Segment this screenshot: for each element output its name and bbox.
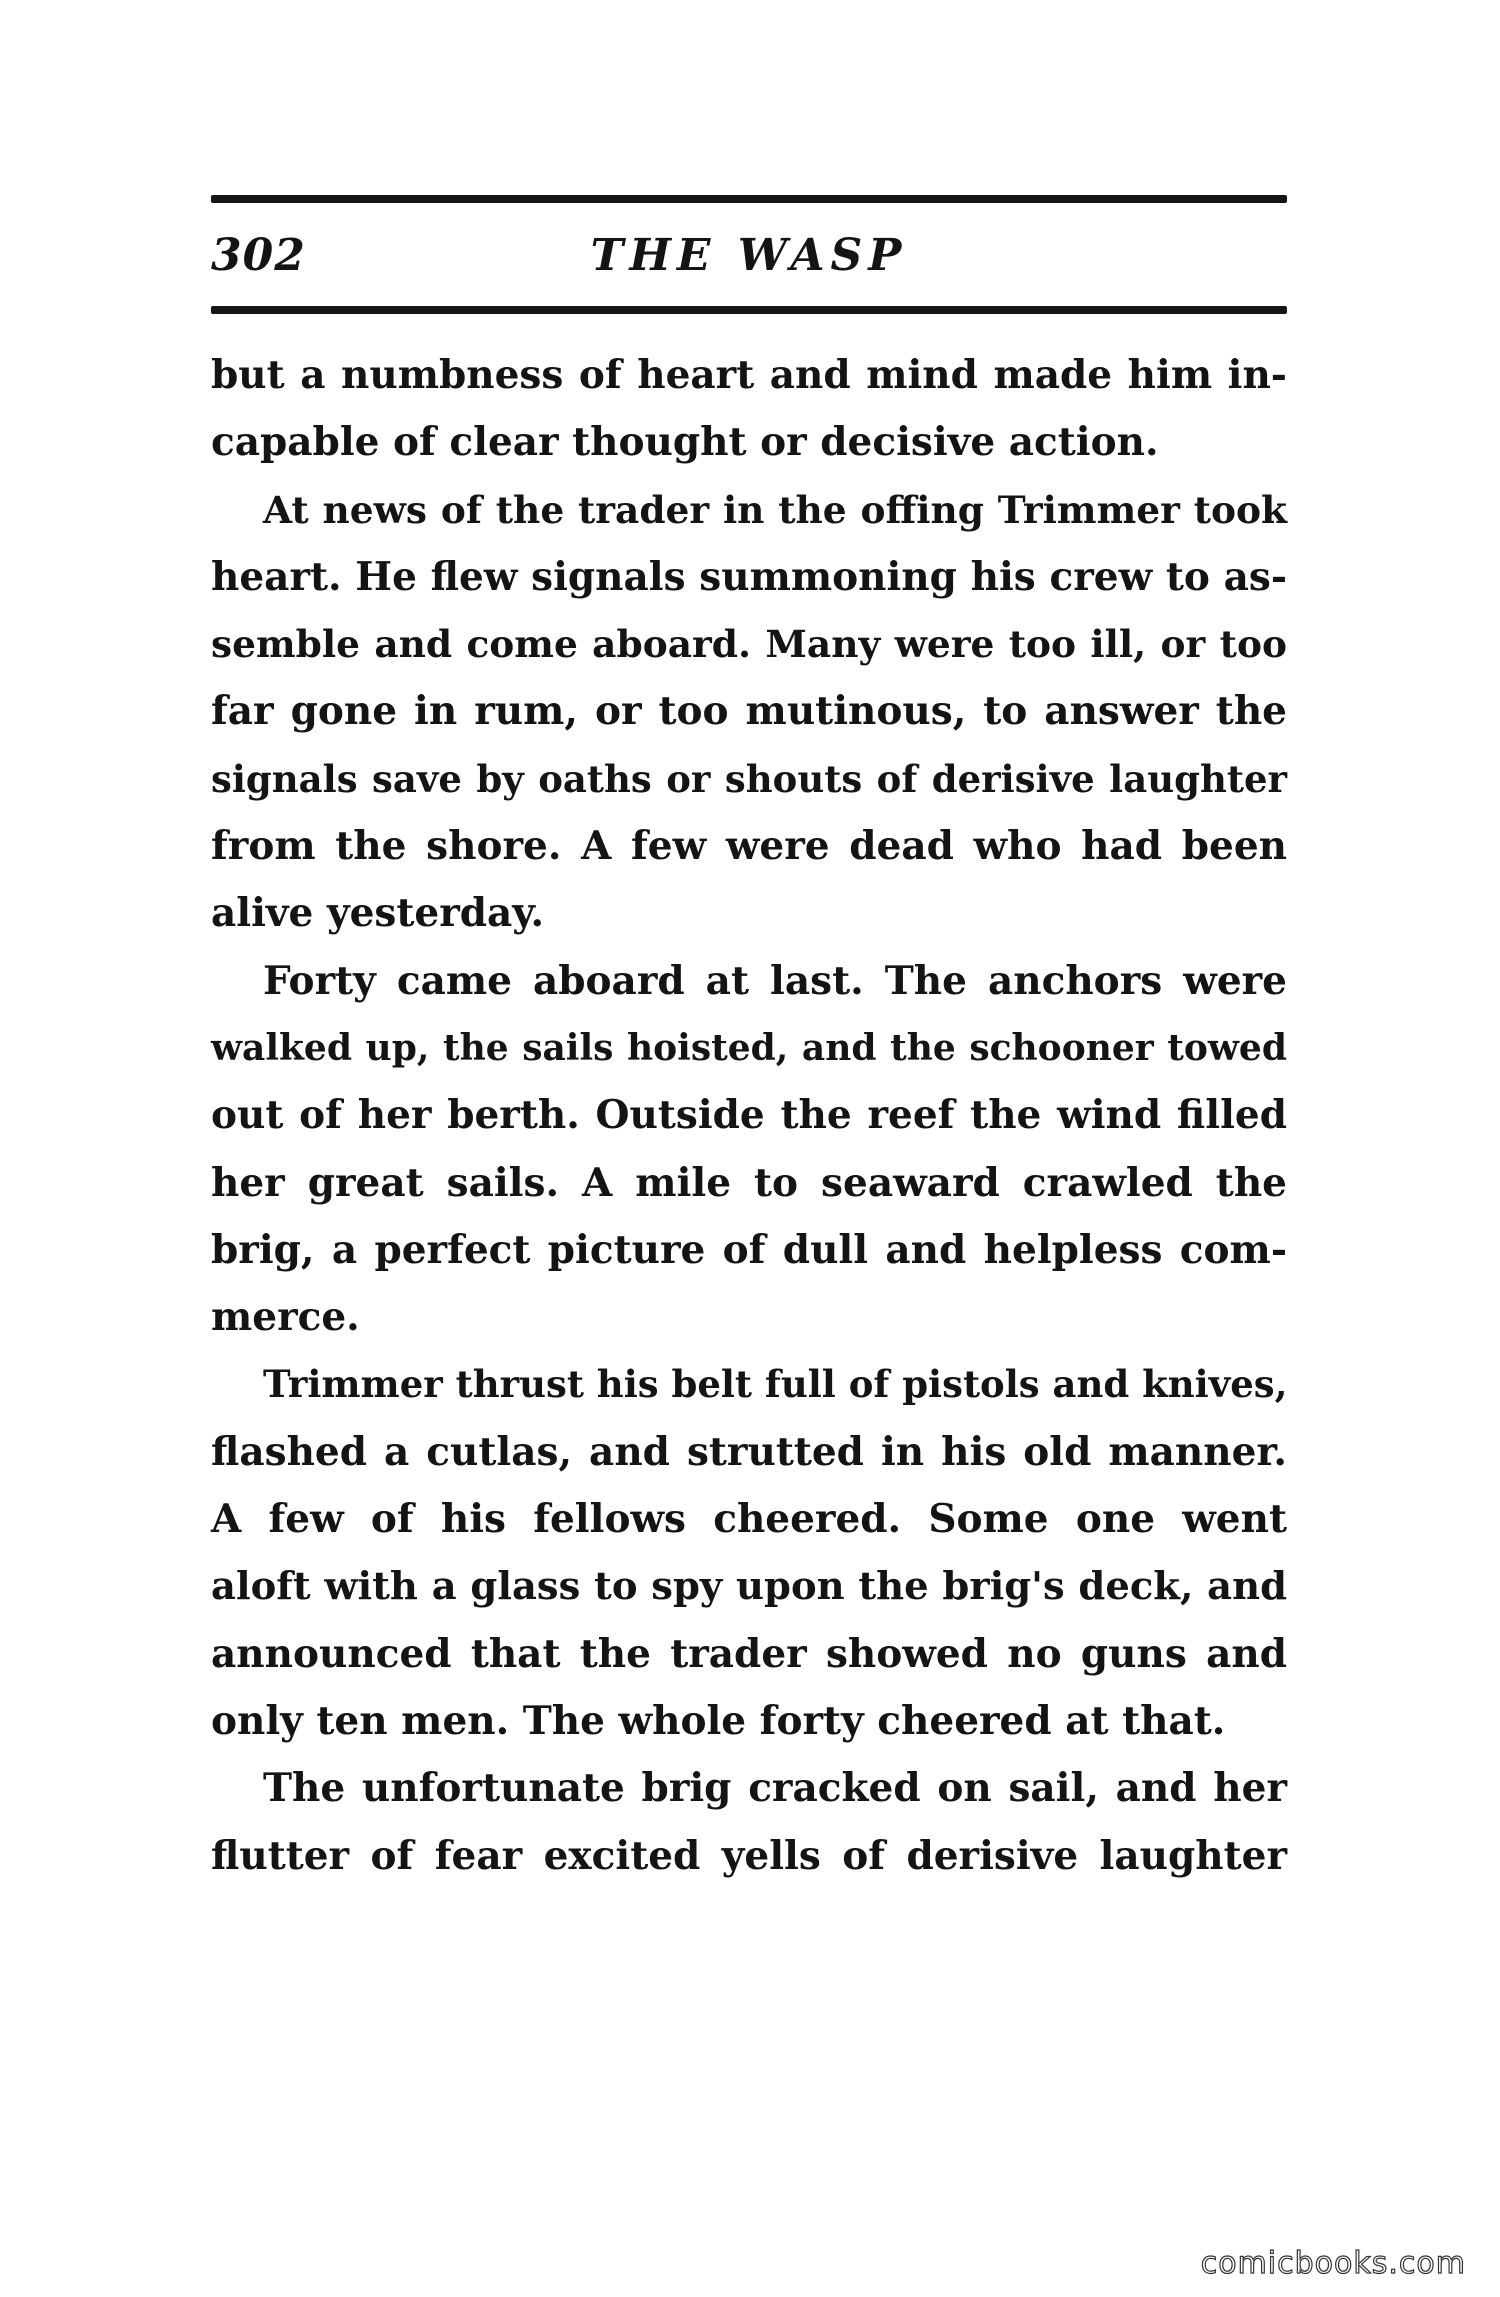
text-line: semble and come aboard. Many were too ill, or too [211, 622, 1287, 667]
text-line: Forty came aboard at last. The anchors were [263, 957, 1287, 1004]
header-rule-bottom [211, 306, 1287, 314]
body-text [211, 342, 1287, 1890]
text-line: At news of the trader in the offing Trimmer took [263, 487, 1287, 532]
text-line: merce. [211, 1294, 360, 1341]
header-rule-top [211, 195, 1287, 203]
text-line: from the shore. A few were dead who had been [211, 823, 1287, 870]
book-title: THE WASP [590, 230, 908, 281]
text-line: signals save by oaths or shouts of derisive laughter [211, 756, 1287, 801]
text-line: out of her berth. Outside the reef the wind filled [211, 1092, 1287, 1139]
text-line: announced that the trader showed no guns and [211, 1630, 1287, 1677]
text-line: her great sails. A mile to seaward crawled the [211, 1159, 1287, 1206]
text-line: aloft with a glass to spy upon the brig's deck, and [211, 1564, 1287, 1610]
text-line: brig, a perfect picture of dull and helpless com- [211, 1226, 1287, 1273]
text-line: alive yesterday. [211, 890, 545, 937]
text-line: far gone in rum, or too mutinous, to answer the [211, 688, 1287, 735]
text-line: Trimmer thrust his belt full of pistols and knives, [263, 1362, 1288, 1407]
text-line: flashed a cutlas, and strutted in his old manner. [211, 1428, 1287, 1475]
text-line: heart. He flew signals summoning his crew to as- [211, 553, 1287, 600]
page-number: 302 [211, 230, 306, 281]
running-head [211, 222, 1287, 292]
text-line: only ten men. The whole forty cheered at that. [211, 1697, 1226, 1744]
text-line: A few of his fellows cheered. Some one went [211, 1496, 1287, 1543]
text-line: walked up, the sails hoisted, and the schooner towed [211, 1026, 1287, 1069]
text-line: capable of clear thought or decisive action. [211, 419, 1159, 466]
watermark: comicbooks.com [1200, 2246, 1466, 2281]
text-line: flutter of fear excited yells of derisive laughter [211, 1832, 1287, 1879]
text-line: The unfortunate brig cracked on sail, and her [263, 1765, 1287, 1812]
text-line: but a numbness of heart and mind made him in- [211, 352, 1287, 398]
